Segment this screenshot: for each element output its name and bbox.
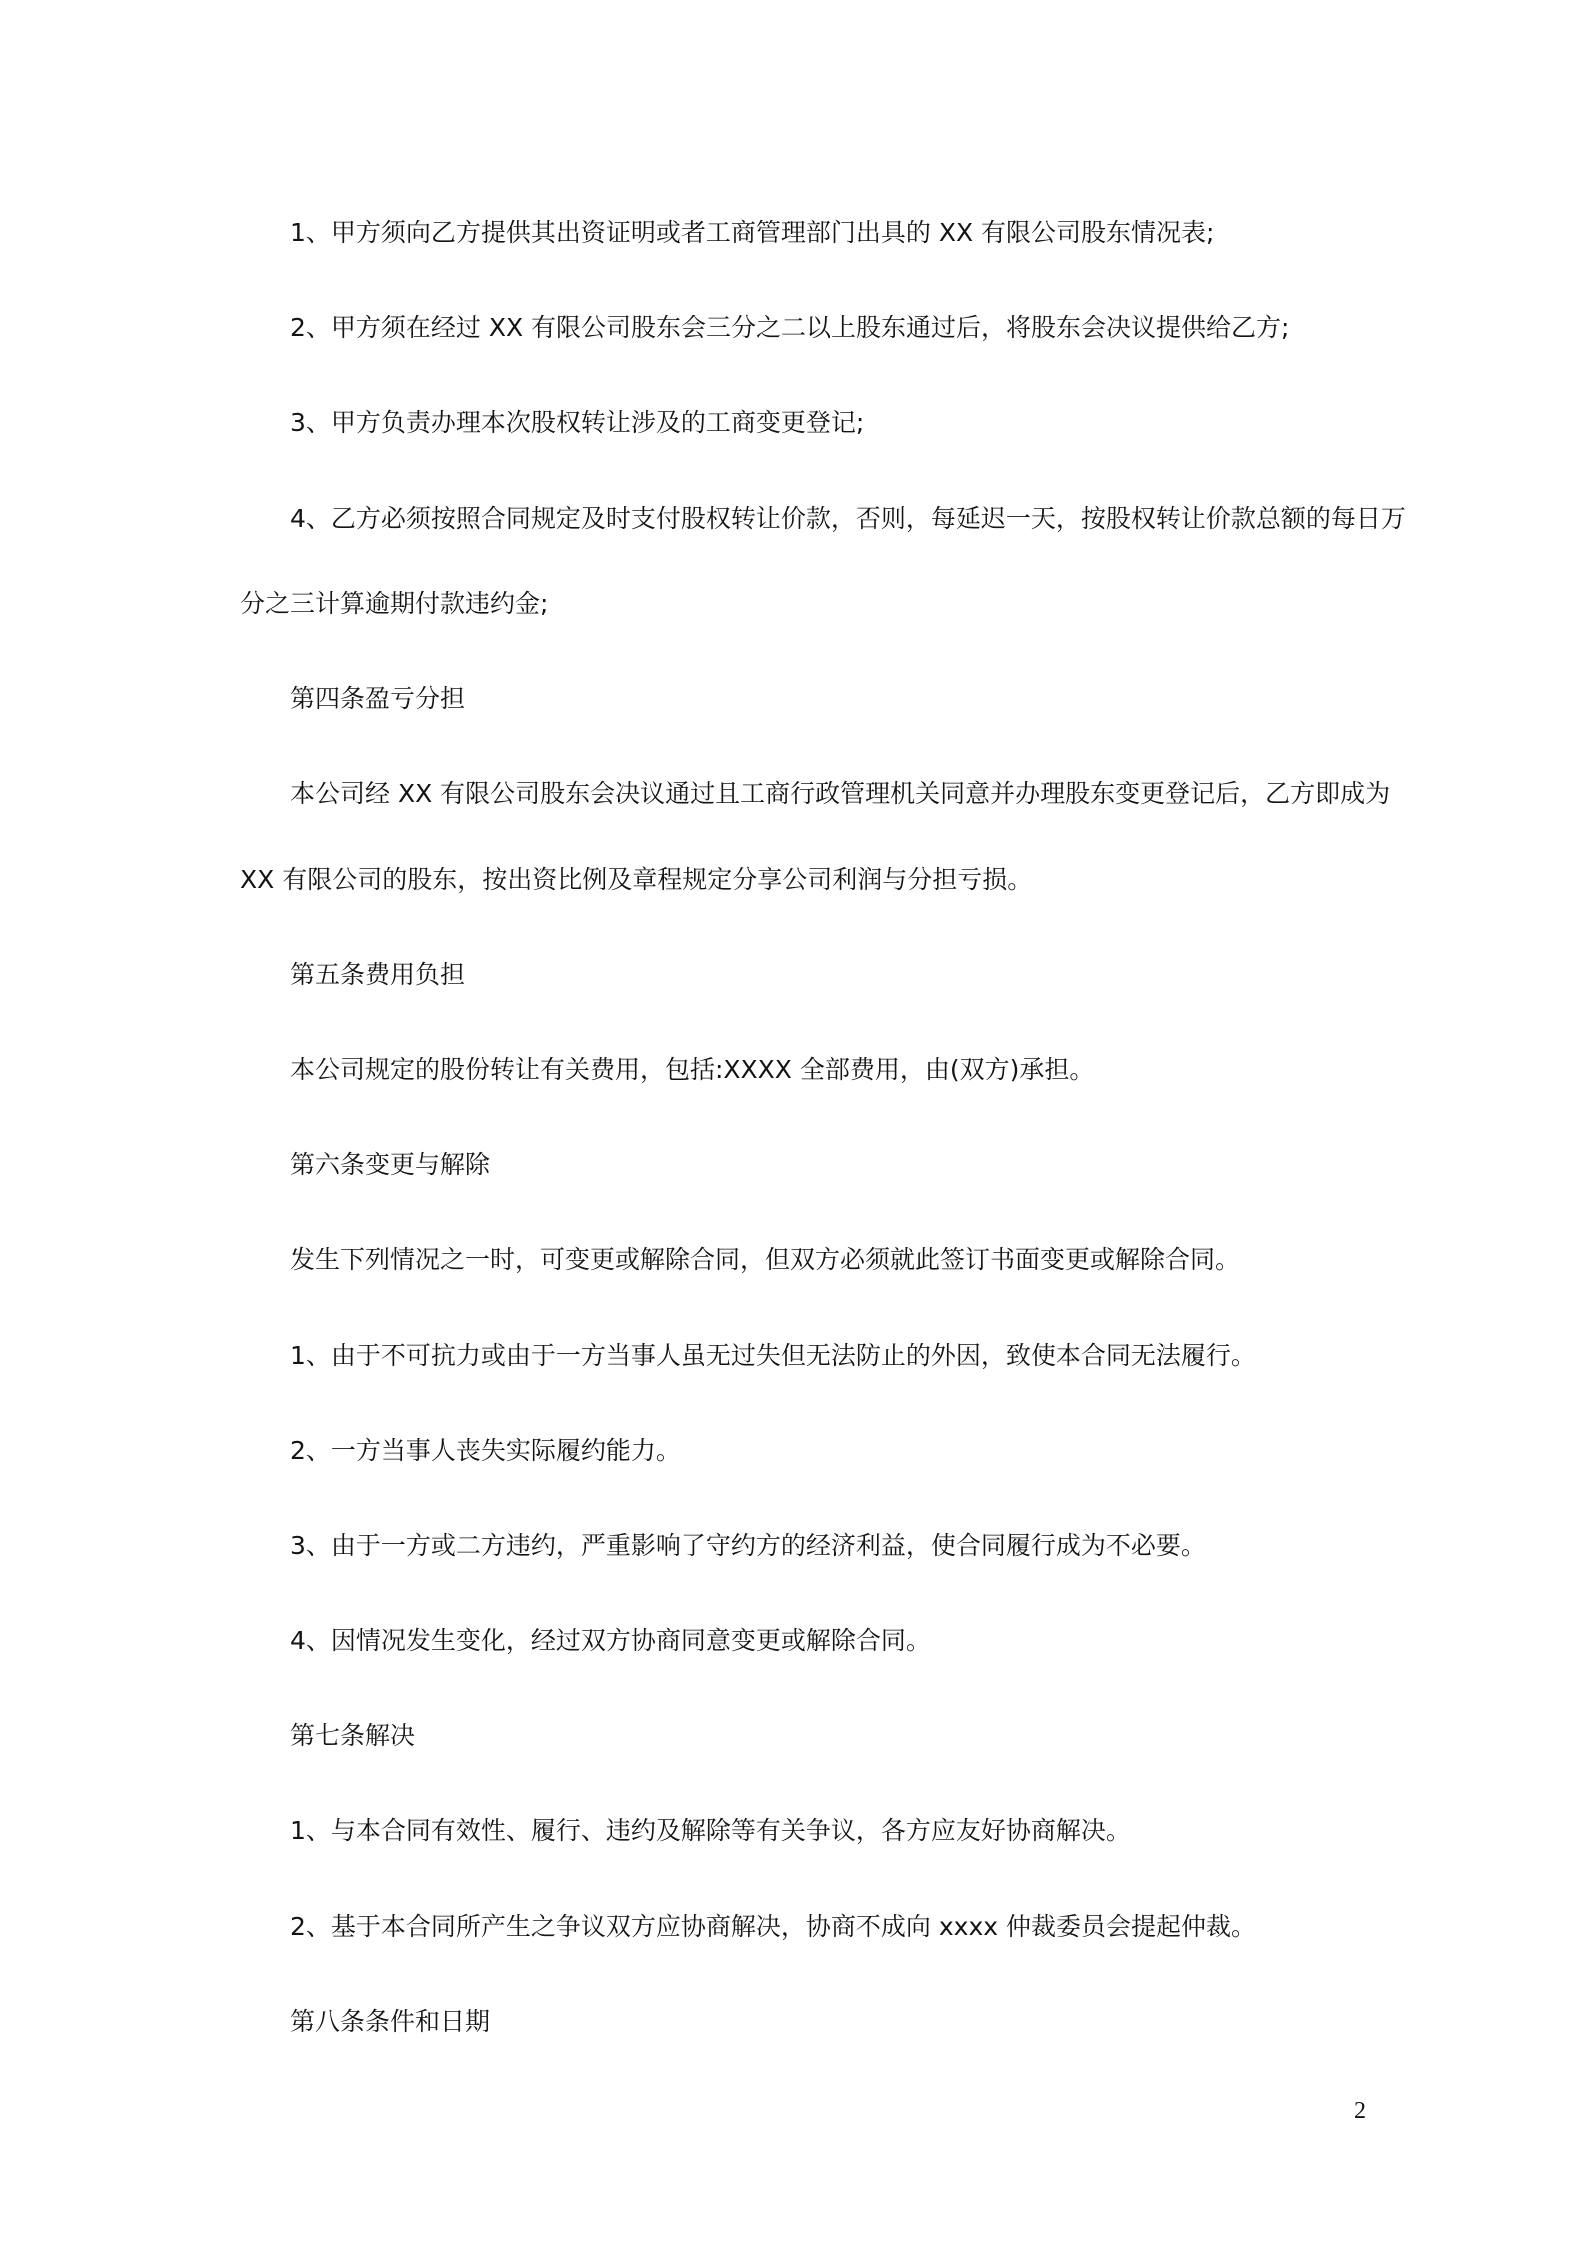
section-heading: 第四条盈亏分担 bbox=[290, 684, 466, 713]
clause-line: 2、基于本合同所产生之争议双方应协商解决，协商不成向 xxxx 仲裁委员会提起仲裁。 bbox=[290, 1912, 1256, 1941]
clause-line: 4、乙方必须按照合同规定及时支付股权转让价款，否则，每延迟一天，按股权转让价款总额的每日万 bbox=[290, 504, 1406, 533]
section-heading: 第八条条件和日期 bbox=[290, 2007, 491, 2036]
body-line: 发生下列情况之一时，可变更或解除合同，但双方必须就此签订书面变更或解除合同。 bbox=[290, 1245, 1241, 1274]
clause-line: 2、甲方须在经过 XX 有限公司股东会三分之二以上股东通过后，将股东会决议提供给乙方; bbox=[290, 313, 1290, 342]
section-heading: 第六条变更与解除 bbox=[290, 1150, 491, 1179]
clause-line: 3、甲方负责办理本次股权转让涉及的工商变更登记; bbox=[290, 408, 865, 437]
body-line: 本公司规定的股份转让有关费用，包括:XXXX 全部费用，由(双方)承担。 bbox=[290, 1055, 1095, 1084]
clause-line: 2、一方当事人丧失实际履约能力。 bbox=[290, 1436, 681, 1465]
clause-line: 1、由于不可抗力或由于一方当事人虽无过失但无法防止的外因，致使本合同无法履行。 bbox=[290, 1341, 1256, 1370]
clause-line-continuation: 分之三计算逾期付款违约金; bbox=[240, 589, 549, 618]
body-line: 本公司经 XX 有限公司股东会决议通过且工商行政管理机关同意并办理股东变更登记后，乙方即成为 bbox=[290, 779, 1391, 808]
clause-line: 3、由于一方或二方违约，严重影响了守约方的经济利益，使合同履行成为不必要。 bbox=[290, 1531, 1206, 1560]
clause-line: 4、因情况发生变化，经过双方协商同意变更或解除合同。 bbox=[290, 1626, 931, 1655]
body-line-continuation: XX 有限公司的股东，按出资比例及章程规定分享公司利润与分担亏损。 bbox=[240, 865, 1033, 894]
page-number: 2 bbox=[1354, 2098, 1366, 2124]
clause-line: 1、与本合同有效性、履行、违约及解除等有关争议，各方应友好协商解决。 bbox=[290, 1816, 1131, 1845]
section-heading: 第五条费用负担 bbox=[290, 960, 466, 989]
section-heading: 第七条解决 bbox=[290, 1721, 416, 1750]
clause-line: 1、甲方须向乙方提供其出资证明或者工商管理部门出具的 XX 有限公司股东情况表; bbox=[290, 218, 1215, 247]
